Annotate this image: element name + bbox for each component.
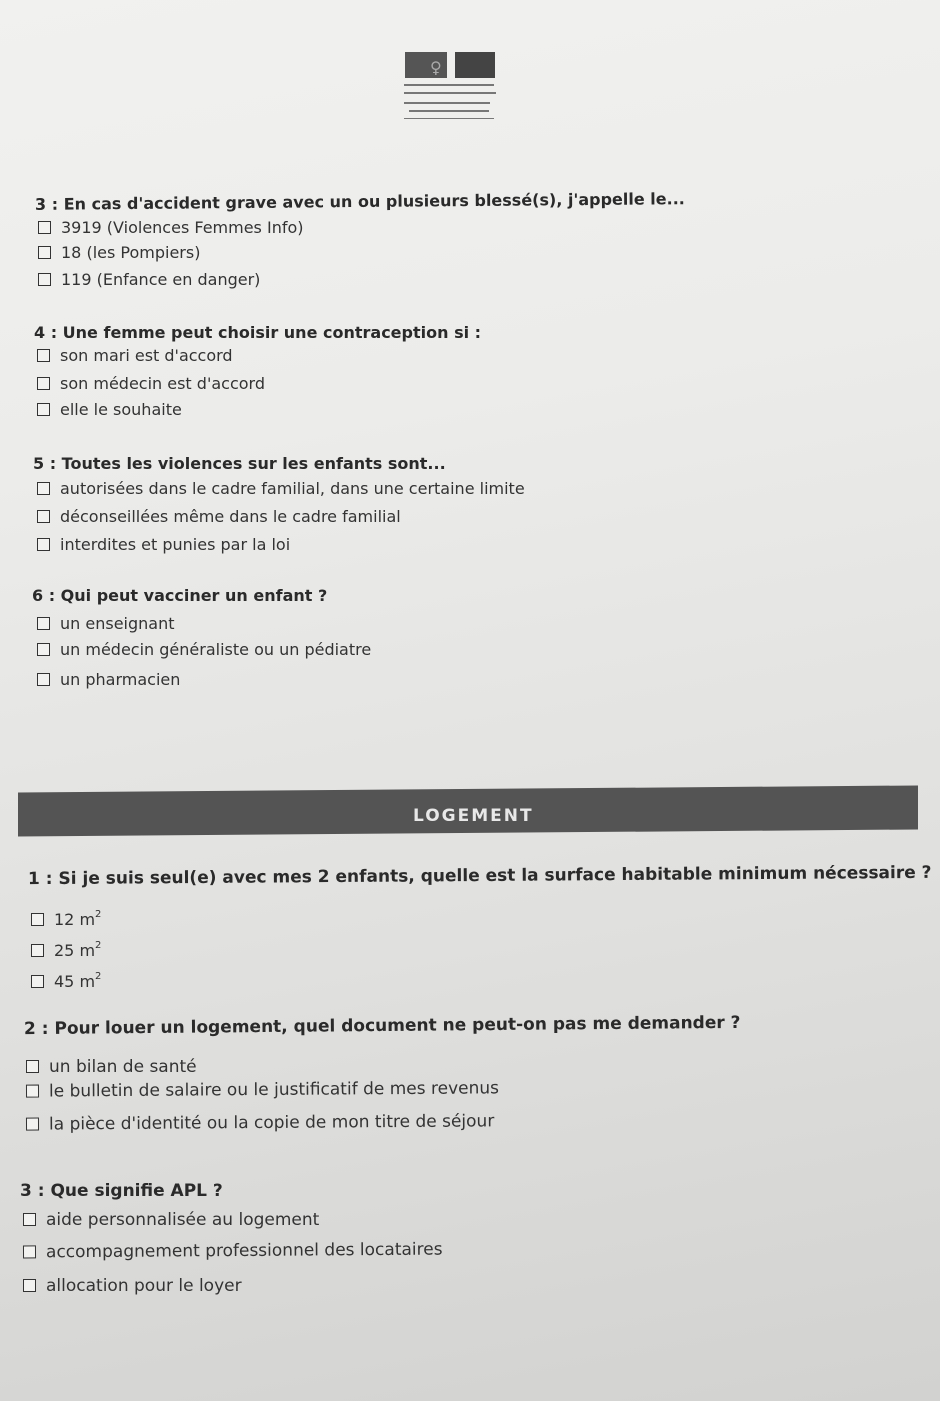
logement-question-1-label: 1 : Si je suis seul(e) avec mes 2 enfants, quelle est la surface habitable minimum nécessaire ? xyxy=(27,862,932,890)
logement-option-1-c[interactable]: 45 $m^2$ xyxy=(31,971,101,991)
question-3-label: 3 : En cas d'accident grave avec un ou plusieurs blessé(s), j'appelle le... xyxy=(34,189,685,214)
checkbox[interactable] xyxy=(26,1118,39,1131)
checkbox[interactable] xyxy=(37,403,50,416)
logement-option-3-a[interactable]: aide personnalisée au logement xyxy=(23,1210,319,1230)
checkbox[interactable] xyxy=(38,221,51,234)
checkbox[interactable] xyxy=(37,349,50,362)
logement-option-3-c[interactable]: allocation pour le loyer xyxy=(23,1276,242,1296)
option-4-c[interactable]: elle le souhaite xyxy=(37,400,182,419)
option-3-a[interactable]: 3919 (Violences Femmes Info) xyxy=(38,218,304,237)
checkbox[interactable] xyxy=(26,1060,39,1073)
checkbox[interactable] xyxy=(38,246,51,259)
option-5-b[interactable]: déconseillées même dans le cadre familial xyxy=(37,507,401,526)
question-5-label: 5 : Toutes les violences sur les enfants sont... xyxy=(33,454,446,473)
section-title: LOGEMENT xyxy=(413,806,534,826)
checkbox[interactable] xyxy=(23,1245,36,1258)
option-4-b[interactable]: son médecin est d'accord xyxy=(37,374,265,393)
option-6-c[interactable]: un pharmacien xyxy=(37,670,180,689)
checkbox[interactable] xyxy=(31,944,44,957)
checkbox[interactable] xyxy=(37,643,50,656)
checkbox[interactable] xyxy=(38,273,51,286)
logement-option-2-a[interactable]: un bilan de santé xyxy=(26,1057,197,1077)
checkbox[interactable] xyxy=(23,1279,36,1292)
option-6-a[interactable]: un enseignant xyxy=(37,614,175,633)
checkbox[interactable] xyxy=(23,1213,36,1226)
option-5-c[interactable]: interdites et punies par la loi xyxy=(37,535,290,554)
logement-option-1-a[interactable]: 12 $m^2$ xyxy=(31,909,101,929)
option-5-a[interactable]: autorisées dans le cadre familial, dans une certaine limite xyxy=(37,479,525,498)
checkbox[interactable] xyxy=(37,482,50,495)
option-4-a[interactable]: son mari est d'accord xyxy=(37,346,233,365)
logement-option-1-b[interactable]: 25 $m^2$ xyxy=(31,940,101,960)
option-3-b[interactable]: 18 (les Pompiers) xyxy=(38,243,200,262)
logement-option-2-b[interactable]: le bulletin de salaire ou le justificatif de mes revenus xyxy=(26,1078,499,1101)
logement-option-2-c[interactable]: la pièce d'identité ou la copie de mon titre de séjour xyxy=(26,1111,494,1134)
logement-option-3-b[interactable]: accompagnement professionnel des locataires xyxy=(23,1240,443,1263)
question-4-label: 4 : Une femme peut choisir une contraception si : xyxy=(34,323,482,342)
checkbox[interactable] xyxy=(37,538,50,551)
logement-question-2-label: 2 : Pour louer un logement, quel document ne peut-on pas me demander ? xyxy=(23,1012,741,1040)
checkbox[interactable] xyxy=(31,913,44,926)
question-6-label: 6 : Qui peut vacciner un enfant ? xyxy=(32,586,328,605)
checkbox[interactable] xyxy=(37,617,50,630)
checkbox[interactable] xyxy=(37,510,50,523)
checkbox[interactable] xyxy=(37,673,50,686)
checkbox[interactable] xyxy=(37,377,50,390)
checkbox[interactable] xyxy=(31,975,44,988)
option-3-c[interactable]: 119 (Enfance en danger) xyxy=(38,270,260,289)
marianne-logo-icon: ♀ xyxy=(400,50,500,125)
checkbox[interactable] xyxy=(26,1085,39,1098)
option-6-b[interactable]: un médecin généraliste ou un pédiatre xyxy=(37,640,371,659)
logement-question-3-label: 3 : Que signifie APL ? xyxy=(20,1181,223,1201)
